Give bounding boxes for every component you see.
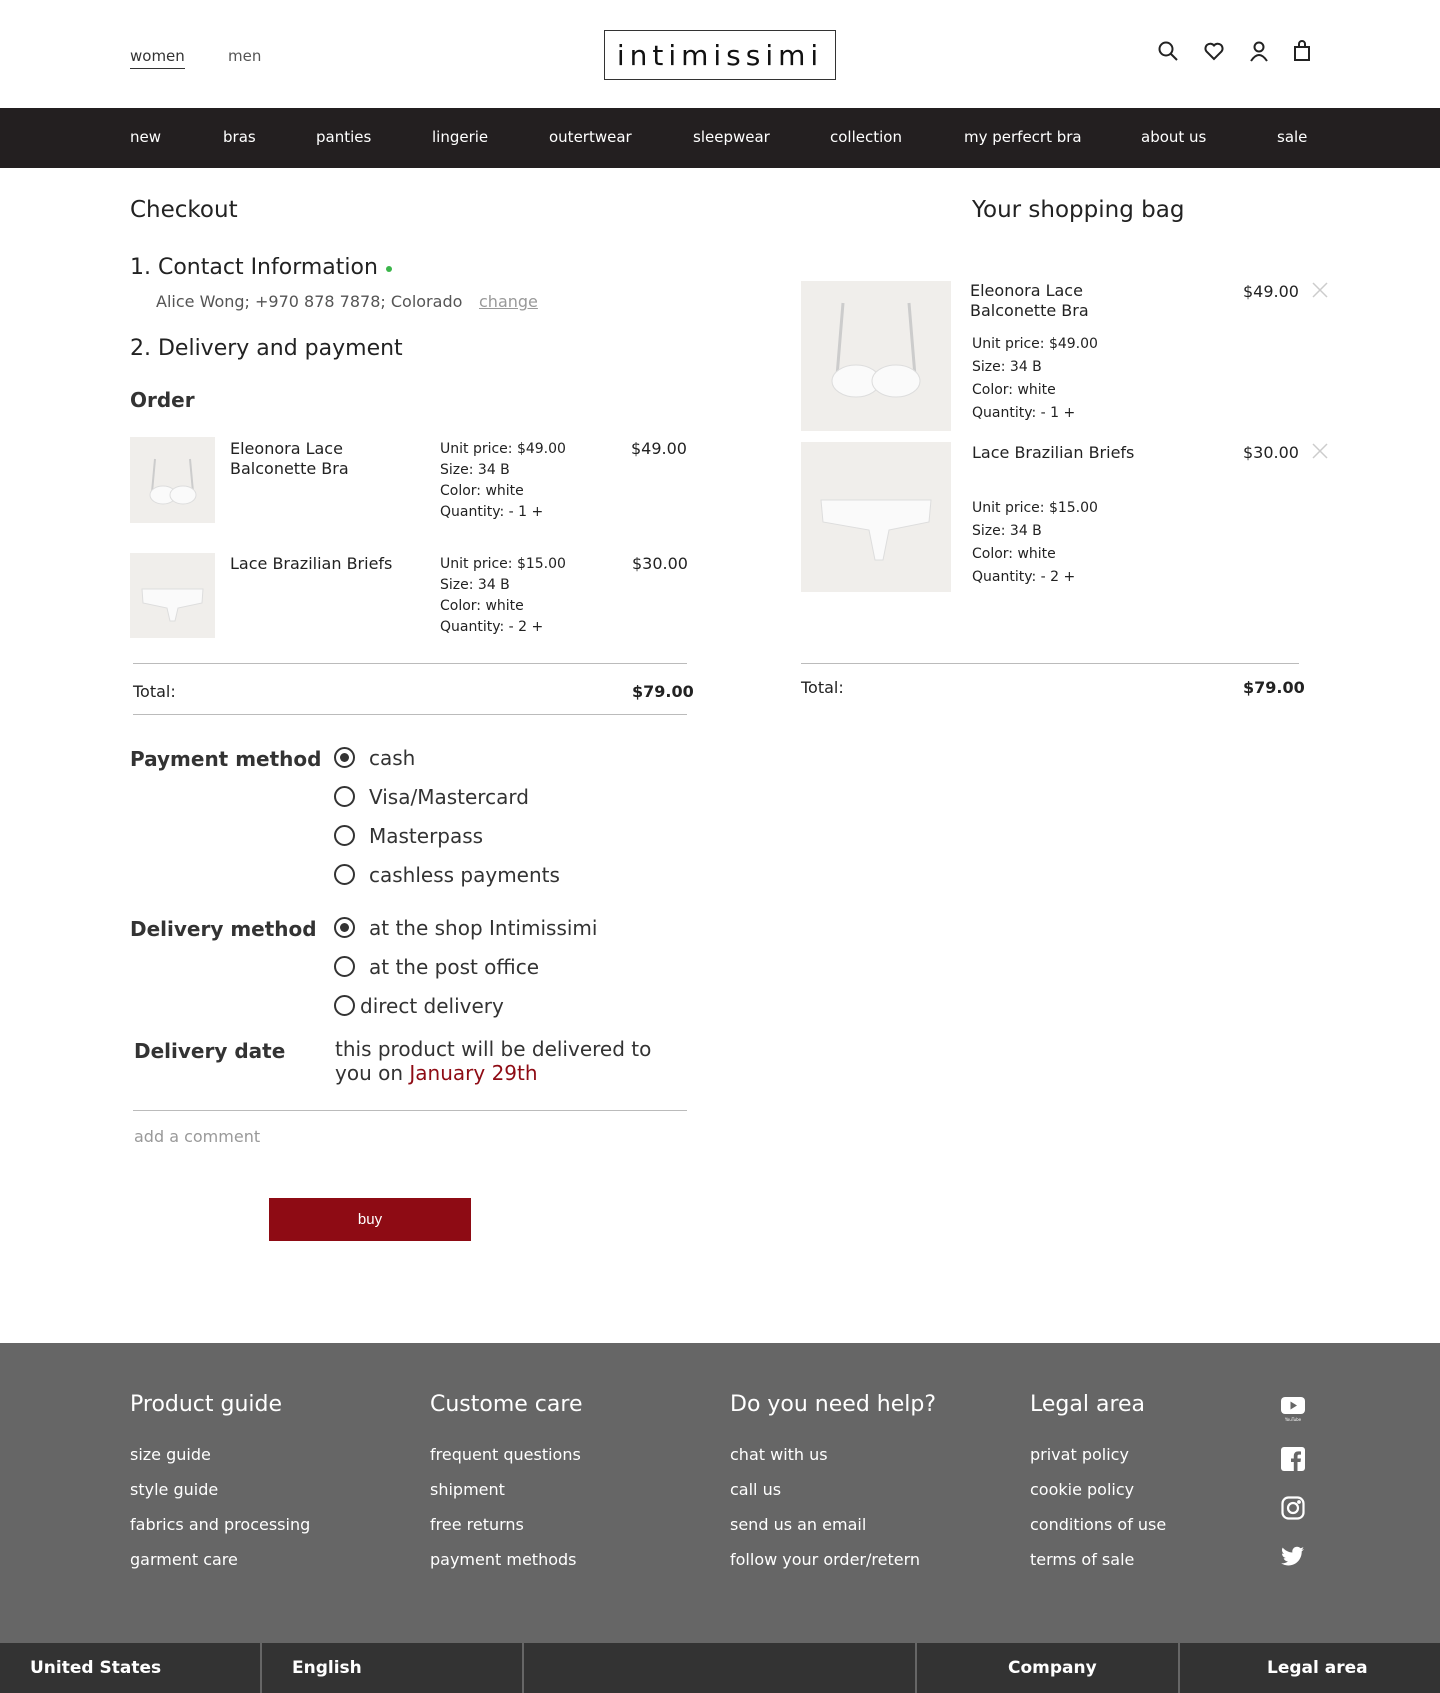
delivery-date-sentence: this product will be delivered to you on (335, 1037, 652, 1085)
search-icon[interactable] (1156, 39, 1180, 63)
buy-button[interactable]: buy (269, 1198, 471, 1241)
shopping-bag-icon[interactable] (1290, 39, 1314, 63)
divider (133, 663, 687, 664)
bag-title: Your shopping bag (972, 197, 1185, 223)
item-size: Size: 34 B (972, 523, 1042, 539)
footer-link[interactable]: follow your order/retern (730, 1550, 921, 1569)
payment-option-label[interactable]: Masterpass (369, 824, 484, 848)
bag-total-value: $79.00 (1243, 678, 1305, 697)
nav-panties[interactable]: panties (316, 128, 372, 146)
item-size: Size: 34 B (972, 359, 1042, 375)
radio-direct-delivery[interactable] (334, 995, 355, 1016)
language-selector[interactable]: English (292, 1658, 362, 1678)
divider (915, 1643, 917, 1693)
payment-method-title: Payment method (130, 747, 322, 771)
nav-outerwear[interactable]: outertwear (549, 128, 632, 146)
order-item-name: Lace Brazilian Briefs (230, 554, 393, 573)
bag-item-name: Lace Brazilian Briefs (972, 443, 1135, 462)
radio-post-office[interactable] (334, 956, 355, 977)
bra-image (801, 281, 951, 431)
divider (133, 714, 687, 715)
briefs-image (801, 442, 951, 592)
bag-item-name: Eleonora Lace Balconette Bra (970, 281, 1089, 320)
footer-column-title: Legal area (1030, 1392, 1146, 1417)
delivery-date-text (335, 1037, 675, 1085)
footer-column-title: Do you need help? (730, 1392, 937, 1417)
footer-column-title: Product guide (130, 1392, 283, 1417)
divider (522, 1643, 524, 1693)
radio-visa[interactable] (334, 786, 355, 807)
footer-link[interactable]: frequent questions (430, 1445, 581, 1464)
divider (260, 1643, 262, 1693)
footer-link[interactable]: send us an email (730, 1515, 867, 1534)
quantity-stepper[interactable]: Quantity: - 1 + (440, 504, 544, 520)
footer-link[interactable]: conditions of use (1030, 1515, 1167, 1534)
order-item-details (440, 439, 566, 523)
brand-logo[interactable]: intimissimi (604, 30, 836, 80)
unit-price: Unit price: $49.00 (972, 336, 1098, 352)
user-icon[interactable] (1247, 39, 1271, 63)
footer-link[interactable]: payment methods (430, 1550, 577, 1569)
bag-item-details (972, 333, 1098, 425)
heart-icon[interactable] (1202, 39, 1226, 63)
facebook-icon[interactable] (1281, 1447, 1305, 1471)
footer-link[interactable]: chat with us (730, 1445, 828, 1464)
legal-area-link[interactable]: Legal area (1267, 1658, 1368, 1678)
instagram-icon[interactable] (1281, 1496, 1305, 1520)
payment-option-label[interactable]: cashless payments (369, 863, 560, 887)
step-delivery-title: 2. Delivery and payment (130, 336, 403, 361)
radio-cashless[interactable] (334, 864, 355, 885)
nav-sale[interactable]: sale (1277, 128, 1308, 146)
footer-column-title: Custome care (430, 1392, 583, 1417)
change-contact-link[interactable]: change (479, 292, 538, 311)
footer-link[interactable]: cookie policy (1030, 1480, 1135, 1499)
payment-option-label[interactable]: Visa/Mastercard (369, 785, 529, 809)
item-size: Size: 34 B (440, 462, 510, 478)
bag-item-details (972, 497, 1098, 589)
comment-field[interactable]: add a comment (134, 1127, 261, 1146)
divider (1178, 1643, 1180, 1693)
youtube-icon[interactable] (1281, 1396, 1305, 1420)
radio-shop[interactable] (334, 917, 355, 938)
contact-summary: Alice Wong; +970 878 7878; Colorado (156, 292, 463, 311)
company-link[interactable]: Company (1008, 1658, 1097, 1678)
total-value: $79.00 (632, 682, 694, 701)
footer-link[interactable]: fabrics and processing (130, 1515, 311, 1534)
unit-price: Unit price: $15.00 (440, 556, 566, 572)
footer-link[interactable]: style guide (130, 1480, 219, 1499)
bottom-bar (0, 1643, 1440, 1693)
divider (801, 663, 1299, 664)
item-color: Color: white (972, 382, 1056, 398)
footer-link[interactable]: call us (730, 1480, 782, 1499)
order-title: Order (130, 388, 195, 412)
divider (133, 1110, 687, 1111)
footer-link[interactable]: privat policy (1030, 1445, 1129, 1464)
bag-total-label: Total: (801, 678, 844, 697)
order-item-price: $30.00 (632, 554, 688, 573)
quantity-stepper[interactable]: Quantity: - 1 + (972, 405, 1076, 421)
nav-new[interactable]: new (130, 128, 162, 146)
page-title: Checkout (130, 197, 238, 223)
twitter-icon[interactable] (1281, 1544, 1305, 1568)
footer-link[interactable]: shipment (430, 1480, 505, 1499)
tab-men[interactable]: men (228, 47, 262, 65)
footer-link[interactable]: free returns (430, 1515, 524, 1534)
step-contact-title: 1. Contact Information (130, 255, 378, 280)
footer-link[interactable]: garment care (130, 1550, 238, 1569)
item-color: Color: white (972, 546, 1056, 562)
payment-option-label[interactable]: cash (369, 746, 416, 770)
order-item-name: Eleonora Lace Balconette Bra (230, 439, 349, 478)
order-item-details (440, 554, 566, 638)
bag-item-price: $49.00 (1243, 282, 1299, 301)
close-icon[interactable] (1310, 280, 1330, 300)
nav-bras[interactable]: bras (223, 128, 256, 146)
delivery-method-title: Delivery method (130, 917, 317, 941)
item-size: Size: 34 B (440, 577, 510, 593)
unit-price: Unit price: $15.00 (972, 500, 1098, 516)
delivery-date-value: January 29th (409, 1061, 538, 1085)
nav-collection[interactable]: collection (830, 128, 902, 146)
delivery-option-label[interactable]: at the post office (369, 955, 540, 979)
country-selector[interactable]: United States (30, 1658, 162, 1678)
delivery-option-label[interactable]: at the shop Intimissimi (369, 916, 598, 940)
unit-price: Unit price: $49.00 (440, 441, 566, 457)
bag-item-price: $30.00 (1243, 443, 1299, 462)
briefs-thumbnail (130, 553, 215, 638)
nav-about-us[interactable]: about us (1141, 128, 1207, 146)
nav-lingerie[interactable]: lingerie (432, 128, 489, 146)
quantity-stepper[interactable]: Quantity: - 2 + (972, 569, 1076, 585)
quantity-stepper[interactable]: Quantity: - 2 + (440, 619, 544, 635)
radio-masterpass[interactable] (334, 825, 355, 846)
item-color: Color: white (440, 483, 524, 499)
total-label: Total: (133, 682, 176, 701)
youtube-caption: YouTube (1284, 1417, 1302, 1422)
bra-thumbnail (130, 437, 215, 523)
nav-sleepwear[interactable]: sleepwear (693, 128, 770, 146)
delivery-date-title: Delivery date (134, 1039, 286, 1063)
close-icon[interactable] (1310, 441, 1330, 461)
footer-link[interactable]: terms of sale (1030, 1550, 1135, 1569)
nav-my-perfect-bra[interactable]: my perfecrt bra (964, 128, 1082, 146)
radio-cash[interactable] (334, 747, 355, 768)
order-item-price: $49.00 (631, 439, 687, 458)
delivery-option-label[interactable]: direct delivery (360, 994, 504, 1018)
footer-link[interactable]: size guide (130, 1445, 211, 1464)
item-color: Color: white (440, 598, 524, 614)
tab-women[interactable]: women (130, 47, 185, 69)
status-dot (386, 266, 392, 272)
